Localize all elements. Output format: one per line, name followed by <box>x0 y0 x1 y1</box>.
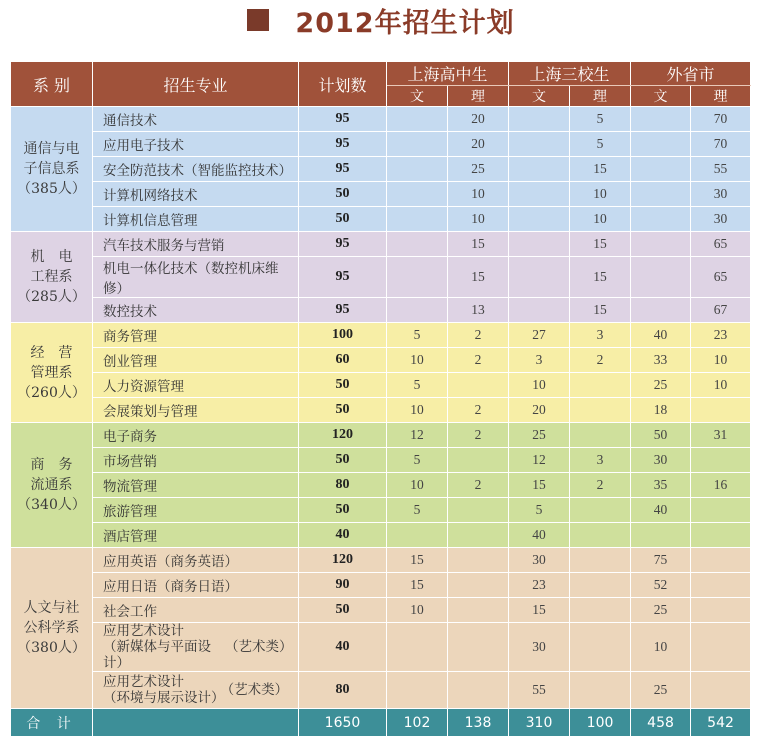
quota-cell-sw: 25 <box>509 423 570 448</box>
department-name-line: 管理系 <box>30 364 73 381</box>
quota-cell-wl: 70 <box>691 132 751 157</box>
header-wen: 文 <box>509 86 570 107</box>
quota-cell-sl <box>570 548 631 573</box>
total-hl: 138 <box>448 709 509 737</box>
quota-cell-hl: 25 <box>448 157 509 182</box>
total-plan: 1650 <box>299 709 387 737</box>
table-row <box>11 373 751 398</box>
department-name-line: 商 务 <box>30 457 73 473</box>
quota-cell-ww: 40 <box>631 323 691 348</box>
major-cell: 数控技术 <box>93 298 299 323</box>
table-row <box>11 257 751 298</box>
title-square-icon <box>247 9 269 31</box>
header-li: 理 <box>570 86 631 107</box>
quota-cell-hw: 5 <box>387 498 448 523</box>
department-cell <box>11 548 93 709</box>
plan-cell: 100 <box>299 323 387 348</box>
header-group-local-high: 上海高中生 <box>387 62 509 86</box>
quota-cell-sl <box>570 623 631 672</box>
major-cell: 应用英语（商务英语） <box>93 548 299 573</box>
quota-cell-hw: 10 <box>387 398 448 423</box>
department-name-line: （385人） <box>17 181 86 197</box>
header-dept: 系 别 <box>11 62 93 107</box>
quota-cell-hl <box>448 623 509 672</box>
quota-cell-sw <box>509 257 570 298</box>
quota-cell-wl: 30 <box>691 182 751 207</box>
quota-cell-hl: 2 <box>448 473 509 498</box>
quota-cell-hw <box>387 182 448 207</box>
major-cell: 计算机信息管理 <box>93 207 299 232</box>
plan-cell: 50 <box>299 182 387 207</box>
quota-cell-sl: 15 <box>570 232 631 257</box>
quota-cell-ww: 50 <box>631 423 691 448</box>
department-name-line: （340人） <box>17 497 86 513</box>
department-name-line: 子信息系 <box>23 161 80 177</box>
plan-cell: 80 <box>299 672 387 709</box>
total-sl: 100 <box>570 709 631 737</box>
quota-cell-ww: 33 <box>631 348 691 373</box>
quota-cell-sw: 30 <box>509 548 570 573</box>
quota-cell-hw: 12 <box>387 423 448 448</box>
quota-cell-wl <box>691 623 751 672</box>
table-row <box>11 548 751 573</box>
plan-cell: 95 <box>299 157 387 182</box>
quota-cell-ww <box>631 182 691 207</box>
department-name-line: 流通系 <box>30 477 73 493</box>
plan-cell: 50 <box>299 598 387 623</box>
quota-cell-wl: 70 <box>691 107 751 132</box>
major-cell: 通信技术 <box>93 107 299 132</box>
quota-cell-ww: 40 <box>631 498 691 523</box>
major-cell: 会展策划与管理 <box>93 398 299 423</box>
quota-cell-hl <box>448 672 509 709</box>
plan-cell: 40 <box>299 623 387 672</box>
quota-cell-sw <box>509 107 570 132</box>
quota-cell-sl: 15 <box>570 298 631 323</box>
plan-cell: 50 <box>299 207 387 232</box>
quota-cell-hl: 15 <box>448 257 509 298</box>
header-plan: 计划数 <box>299 62 387 107</box>
department-name-line: 经 营 <box>30 344 73 361</box>
major-name-block <box>103 623 225 671</box>
quota-cell-hw <box>387 257 448 298</box>
plan-cell: 90 <box>299 573 387 598</box>
plan-cell: 95 <box>299 298 387 323</box>
quota-cell-hl <box>448 598 509 623</box>
major-cell: 创业管理 <box>93 348 299 373</box>
total-empty <box>93 709 299 737</box>
total-label: 合 计 <box>11 709 93 737</box>
quota-cell-wl <box>691 548 751 573</box>
quota-cell-wl: 65 <box>691 257 751 298</box>
total-hw: 102 <box>387 709 448 737</box>
quota-cell-sw: 30 <box>509 623 570 672</box>
table-row <box>11 523 751 548</box>
quota-cell-sw <box>509 157 570 182</box>
quota-cell-hl: 10 <box>448 207 509 232</box>
quota-cell-hl <box>448 373 509 398</box>
quota-cell-sw <box>509 207 570 232</box>
quota-cell-hl <box>448 523 509 548</box>
major-cell: 物流管理 <box>93 473 299 498</box>
quota-cell-sl <box>570 498 631 523</box>
department-name-line: 公科学系 <box>23 620 80 636</box>
quota-cell-ww <box>631 523 691 548</box>
quota-cell-sl <box>570 573 631 598</box>
quota-cell-hw: 15 <box>387 573 448 598</box>
plan-cell: 50 <box>299 498 387 523</box>
table-row <box>11 157 751 182</box>
quota-cell-ww <box>631 232 691 257</box>
quota-cell-hw: 10 <box>387 598 448 623</box>
table-row <box>11 107 751 132</box>
table-row <box>11 448 751 473</box>
major-cell: 市场营销 <box>93 448 299 473</box>
table-row <box>11 298 751 323</box>
quota-cell-sw: 15 <box>509 598 570 623</box>
quota-cell-sl <box>570 423 631 448</box>
table-row <box>11 598 751 623</box>
quota-cell-ww <box>631 157 691 182</box>
quota-cell-hl: 2 <box>448 323 509 348</box>
quota-cell-sw: 55 <box>509 672 570 709</box>
department-name-line: 通信与电 <box>23 141 80 157</box>
table-row <box>11 207 751 232</box>
header-row-1 <box>11 62 751 86</box>
major-tag: （艺术类） <box>220 682 289 698</box>
quota-cell-hw <box>387 132 448 157</box>
total-sw: 310 <box>509 709 570 737</box>
quota-cell-ww: 25 <box>631 373 691 398</box>
page-title <box>0 0 762 40</box>
quota-cell-hl: 15 <box>448 232 509 257</box>
quota-cell-hw <box>387 523 448 548</box>
department-cell <box>11 232 93 323</box>
major-cell: 安全防范技术（智能监控技术） <box>93 157 299 182</box>
quota-cell-ww: 18 <box>631 398 691 423</box>
quota-cell-hl: 20 <box>448 107 509 132</box>
quota-cell-ww: 35 <box>631 473 691 498</box>
major-cell: 电子商务 <box>93 423 299 448</box>
quota-cell-wl <box>691 523 751 548</box>
quota-cell-hl <box>448 573 509 598</box>
major-tag: （艺术类） <box>225 639 293 655</box>
quota-cell-hl <box>448 448 509 473</box>
table-row <box>11 182 751 207</box>
quota-cell-sw <box>509 298 570 323</box>
department-name-line: 机 电 <box>30 249 73 265</box>
table-row <box>11 398 751 423</box>
quota-cell-hw: 5 <box>387 373 448 398</box>
plan-cell: 60 <box>299 348 387 373</box>
quota-cell-sl <box>570 672 631 709</box>
quota-cell-sl: 15 <box>570 157 631 182</box>
quota-cell-hw: 10 <box>387 348 448 373</box>
quota-cell-sw <box>509 232 570 257</box>
major-cell: 应用日语（商务日语） <box>93 573 299 598</box>
table-row <box>11 473 751 498</box>
plan-cell: 120 <box>299 548 387 573</box>
quota-cell-sl <box>570 598 631 623</box>
quota-cell-hl <box>448 498 509 523</box>
plan-cell: 120 <box>299 423 387 448</box>
plan-cell: 50 <box>299 373 387 398</box>
major-name-block <box>103 674 225 706</box>
quota-cell-sw: 15 <box>509 473 570 498</box>
quota-cell-ww <box>631 298 691 323</box>
quota-cell-hw <box>387 672 448 709</box>
quota-cell-sw: 40 <box>509 523 570 548</box>
major-cell <box>93 672 299 709</box>
header-wen: 文 <box>387 86 448 107</box>
quota-cell-wl: 65 <box>691 232 751 257</box>
quota-cell-sw: 20 <box>509 398 570 423</box>
quota-cell-sl: 5 <box>570 107 631 132</box>
quota-cell-sl: 5 <box>570 132 631 157</box>
header-li: 理 <box>448 86 509 107</box>
quota-cell-ww: 25 <box>631 672 691 709</box>
total-wl: 542 <box>691 709 751 737</box>
quota-cell-wl: 10 <box>691 373 751 398</box>
quota-cell-hl: 2 <box>448 348 509 373</box>
table-row <box>11 232 751 257</box>
quota-cell-wl: 10 <box>691 348 751 373</box>
quota-cell-sl: 10 <box>570 207 631 232</box>
title-text: 2012年招生计划 <box>295 7 515 39</box>
department-name-line: 工程系 <box>30 269 73 285</box>
major-cell: 社会工作 <box>93 598 299 623</box>
quota-cell-sl: 15 <box>570 257 631 298</box>
major-cell: 旅游管理 <box>93 498 299 523</box>
quota-cell-wl: 55 <box>691 157 751 182</box>
quota-cell-ww <box>631 207 691 232</box>
plan-cell: 40 <box>299 523 387 548</box>
major-name: 应用艺术设计 <box>103 623 184 639</box>
table-row <box>11 573 751 598</box>
header-li: 理 <box>691 86 751 107</box>
quota-cell-hl: 20 <box>448 132 509 157</box>
quota-cell-wl <box>691 498 751 523</box>
quota-cell-ww: 30 <box>631 448 691 473</box>
table-body <box>11 107 751 709</box>
quota-cell-hl: 2 <box>448 423 509 448</box>
quota-cell-wl: 67 <box>691 298 751 323</box>
table-row <box>11 348 751 373</box>
plan-cell: 95 <box>299 232 387 257</box>
major-cell: 酒店管理 <box>93 523 299 548</box>
plan-cell: 95 <box>299 132 387 157</box>
enrollment-table <box>10 61 751 737</box>
quota-cell-ww <box>631 132 691 157</box>
quota-cell-hw <box>387 157 448 182</box>
quota-cell-wl <box>691 672 751 709</box>
quota-cell-sw: 5 <box>509 498 570 523</box>
department-name-line: （285人） <box>17 289 86 305</box>
quota-cell-sw: 27 <box>509 323 570 348</box>
major-name: 应用艺术设计 <box>103 674 184 690</box>
quota-cell-hw <box>387 107 448 132</box>
quota-cell-ww <box>631 257 691 298</box>
department-name-line: （380人） <box>17 640 86 656</box>
quota-cell-hl: 10 <box>448 182 509 207</box>
major-cell: 应用电子技术 <box>93 132 299 157</box>
quota-cell-wl: 31 <box>691 423 751 448</box>
quota-cell-sl <box>570 373 631 398</box>
quota-cell-sl <box>570 398 631 423</box>
department-name-line: （260人） <box>17 384 86 401</box>
quota-cell-sw: 23 <box>509 573 570 598</box>
major-cell: 商务管理 <box>93 323 299 348</box>
quota-cell-sw: 3 <box>509 348 570 373</box>
major-subname: （环境与展示设计） <box>103 690 225 706</box>
quota-cell-sw: 12 <box>509 448 570 473</box>
major-cell: 汽车技术服务与营销 <box>93 232 299 257</box>
quota-cell-sw <box>509 132 570 157</box>
quota-cell-sl: 10 <box>570 182 631 207</box>
table-row <box>11 623 751 672</box>
plan-cell: 95 <box>299 257 387 298</box>
table-row <box>11 672 751 709</box>
quota-cell-wl: 30 <box>691 207 751 232</box>
quota-cell-wl: 16 <box>691 473 751 498</box>
quota-cell-hl <box>448 548 509 573</box>
department-cell <box>11 423 93 548</box>
quota-cell-wl <box>691 598 751 623</box>
table-row <box>11 423 751 448</box>
quota-cell-sl: 2 <box>570 348 631 373</box>
quota-cell-hw: 5 <box>387 323 448 348</box>
quota-cell-hw: 5 <box>387 448 448 473</box>
quota-cell-hw <box>387 623 448 672</box>
quota-cell-ww: 75 <box>631 548 691 573</box>
header-major: 招生专业 <box>93 62 299 107</box>
quota-cell-wl <box>691 398 751 423</box>
department-cell <box>11 323 93 423</box>
quota-cell-sl <box>570 523 631 548</box>
quota-cell-sl: 2 <box>570 473 631 498</box>
table-row <box>11 323 751 348</box>
quota-cell-hw <box>387 207 448 232</box>
table-row <box>11 498 751 523</box>
header-group-local-vocational: 上海三校生 <box>509 62 631 86</box>
major-subname: （新媒体与平面设计） <box>103 639 211 671</box>
department-name-line: 人文与社 <box>23 600 80 616</box>
quota-cell-sw: 10 <box>509 373 570 398</box>
quota-cell-hw: 10 <box>387 473 448 498</box>
plan-cell: 50 <box>299 398 387 423</box>
quota-cell-sw <box>509 182 570 207</box>
quota-cell-sl: 3 <box>570 448 631 473</box>
quota-cell-hw <box>387 232 448 257</box>
quota-cell-wl: 23 <box>691 323 751 348</box>
plan-cell: 95 <box>299 107 387 132</box>
header-group-out-of-province: 外省市 <box>631 62 751 86</box>
quota-cell-wl <box>691 448 751 473</box>
quota-cell-sl: 3 <box>570 323 631 348</box>
quota-cell-hw: 15 <box>387 548 448 573</box>
quota-cell-hw <box>387 298 448 323</box>
table-row <box>11 132 751 157</box>
quota-cell-ww: 52 <box>631 573 691 598</box>
major-cell: 人力资源管理 <box>93 373 299 398</box>
quota-cell-hl: 13 <box>448 298 509 323</box>
plan-cell: 50 <box>299 448 387 473</box>
plan-cell: 80 <box>299 473 387 498</box>
major-cell <box>93 623 299 672</box>
major-two-line <box>103 674 298 706</box>
quota-cell-ww: 10 <box>631 623 691 672</box>
total-ww: 458 <box>631 709 691 737</box>
major-cell: 机电一体化技术（数控机床维修） <box>93 257 299 298</box>
total-row <box>11 709 751 737</box>
quota-cell-hl: 2 <box>448 398 509 423</box>
major-cell: 计算机网络技术 <box>93 182 299 207</box>
quota-cell-ww: 25 <box>631 598 691 623</box>
major-two-line <box>103 623 298 671</box>
department-cell <box>11 107 93 232</box>
header-wen: 文 <box>631 86 691 107</box>
quota-cell-ww <box>631 107 691 132</box>
quota-cell-wl <box>691 573 751 598</box>
